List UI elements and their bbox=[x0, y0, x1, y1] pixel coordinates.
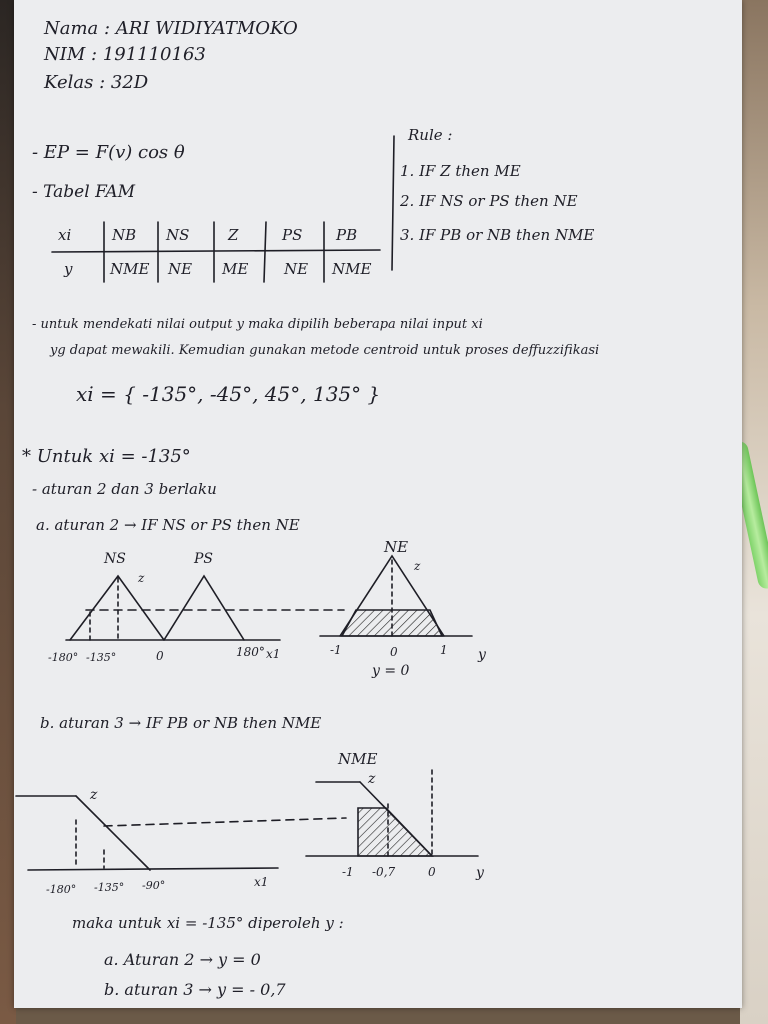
tick-zero: 0 bbox=[156, 649, 164, 663]
student-nim: NIM : 191110163 bbox=[44, 44, 206, 65]
fam-input-4: PS bbox=[282, 226, 303, 244]
fam-row-line bbox=[52, 250, 380, 252]
tick-b-neg180: -180° bbox=[46, 883, 77, 896]
rule-title: Rule : bbox=[408, 126, 453, 144]
conclusion-line: maka untuk xi = -135° diperoleh y : bbox=[72, 914, 344, 932]
student-name: Nama : ARI WIDIYATMOKO bbox=[44, 18, 298, 39]
tick-neg135: -135° bbox=[86, 651, 117, 664]
fam-input-5: PB bbox=[336, 226, 358, 244]
fam-input-1: NB bbox=[112, 226, 137, 244]
case-title: * Untuk xi = -135° bbox=[22, 446, 191, 467]
tick-b-zero: 0 bbox=[428, 865, 436, 879]
tick-b-neg135: -135° bbox=[94, 881, 125, 894]
fam-output-4: NE bbox=[284, 260, 309, 278]
graph-b-left-axis bbox=[28, 868, 278, 870]
tick-neg1: -1 bbox=[330, 643, 342, 657]
tick-b-neg07: -0,7 bbox=[372, 865, 396, 879]
nb-slope bbox=[76, 796, 150, 870]
fam-input-3: Z bbox=[228, 226, 239, 244]
ep-formula: - EP = F(v) cos θ bbox=[32, 142, 185, 163]
tick-zero-ne: 0 bbox=[390, 645, 398, 659]
tick-b-neg90: -90° bbox=[142, 879, 166, 892]
conclusion-a: a. Aturan 2 → y = 0 bbox=[104, 950, 261, 969]
case-subtitle: - aturan 2 dan 3 berlaku bbox=[32, 480, 217, 498]
axis-x1-a: x1 bbox=[266, 647, 281, 661]
rule-a-heading: a. aturan 2 → IF NS or PS then NE bbox=[36, 516, 300, 534]
axis-y-a: y bbox=[478, 647, 486, 663]
fam-output-5: NME bbox=[332, 260, 372, 278]
xi-set: xi = { -135°, -45°, 45°, 135° } bbox=[76, 382, 381, 406]
label-ne: NE bbox=[384, 538, 409, 556]
axis-x1-b: x1 bbox=[254, 875, 269, 889]
dashed-level-b bbox=[104, 818, 346, 826]
student-class: Kelas : 32D bbox=[44, 72, 149, 93]
label-nme: NME bbox=[338, 750, 378, 768]
label-z-ne: z bbox=[414, 559, 421, 573]
fam-xi-label: xi bbox=[58, 226, 72, 244]
rule-3: 3. IF PB or NB then NME bbox=[400, 226, 595, 244]
fam-output-2: NE bbox=[168, 260, 193, 278]
fam-y-label: y bbox=[64, 260, 73, 278]
label-ps: PS bbox=[194, 551, 214, 567]
table-title: - Tabel FAM bbox=[32, 182, 136, 202]
result-y0: y = 0 bbox=[372, 663, 410, 679]
axis-y-b: y bbox=[476, 865, 484, 881]
tick-pos180: 180° bbox=[236, 645, 265, 659]
rule-1: 1. IF Z then ME bbox=[400, 162, 521, 180]
tick-b-neg1: -1 bbox=[342, 865, 354, 879]
label-z-a: z bbox=[138, 571, 145, 585]
fam-input-2: NS bbox=[166, 226, 190, 244]
fam-output-3: ME bbox=[222, 260, 249, 278]
label-z-nme: z bbox=[368, 771, 376, 787]
fam-output-1: NME bbox=[110, 260, 150, 278]
description-line-1: - untuk mendekati nilai output y maka dipilih beberapa nilai input xi bbox=[32, 317, 483, 332]
rule-2: 2. IF NS or PS then NE bbox=[400, 192, 578, 210]
divider-line bbox=[392, 136, 394, 270]
ps-triangle bbox=[164, 576, 244, 640]
conclusion-b: b. aturan 3 → y = - 0,7 bbox=[104, 980, 286, 999]
description-line-2: yg dapat mewakili. Kemudian gunakan metode centroid untuk proses deffuzzifikasi bbox=[50, 343, 600, 358]
tick-one: 1 bbox=[440, 643, 448, 657]
nme-clipped-area bbox=[358, 808, 432, 856]
label-z-b: z bbox=[90, 787, 98, 803]
label-ns: NS bbox=[104, 551, 126, 567]
rule-b-heading: b. aturan 3 → IF PB or NB then NME bbox=[40, 714, 322, 732]
ns-triangle bbox=[70, 576, 164, 640]
tick-neg180: -180° bbox=[48, 651, 79, 664]
